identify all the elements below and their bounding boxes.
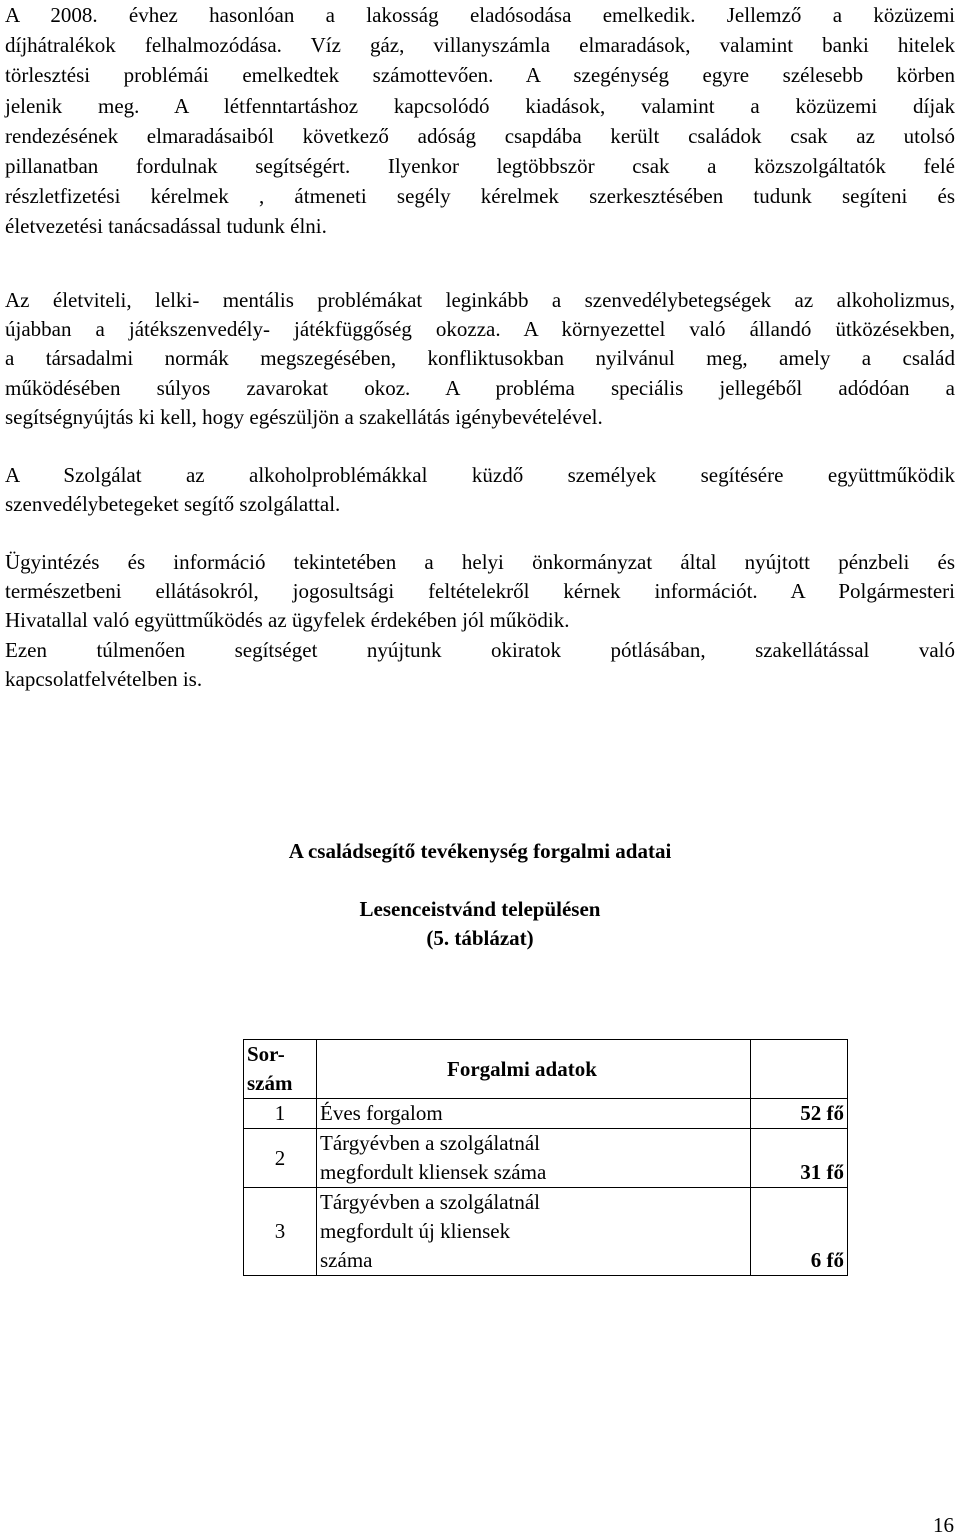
text-line: díjhátralékok felhalmozódása. Víz gáz, villanyszámla elmaradások, valamint banki hitelek — [5, 33, 955, 58]
row-label-line: Éves forgalom — [320, 1101, 443, 1125]
page-number: 16 — [933, 1513, 954, 1537]
header-cell-label — [317, 1040, 751, 1099]
text-line: jelenik meg. A létfenntartáshoz kapcsolódó kiadások, valamint a közüzemi díjak — [5, 93, 955, 118]
table-row — [244, 1129, 848, 1188]
row-label-line: Tárgyévben a szolgálatnál — [320, 1131, 541, 1155]
text-line: szenvedélybetegeket segítő szolgálattal. — [5, 492, 341, 517]
text-line: életvezetési tanácsadással tudunk élni. — [5, 214, 327, 239]
row-value: 31 fő — [751, 1129, 848, 1188]
table-reference: (5. táblázat) — [426, 926, 534, 950]
text-line: működésében súlyos zavarokat okoz. A probléma speciális jellegéből adódóan a — [5, 375, 955, 400]
text-line: rendezésének elmaradásaiból következő adóság csapdába került családok csak az utolsó — [5, 123, 955, 148]
paragraph-addiction — [5, 286, 955, 432]
row-label — [317, 1099, 751, 1129]
text-line: a társadalmi normák megszegésében, konfliktusokban nyilvánul meg, amely a család — [5, 346, 955, 371]
text-line: Ügyintézés és információ tekintetében a helyi önkormányzat által nyújtott pénzbeli és — [5, 550, 955, 574]
row-number: 1 — [244, 1099, 317, 1129]
paragraph-administration — [5, 548, 955, 694]
header-text: szám — [247, 1071, 293, 1095]
row-number: 3 — [244, 1188, 317, 1276]
row-label-line: megfordult kliensek száma — [320, 1160, 547, 1184]
text-line: Ezen túlmenően segítséget nyújtunk okiratok pótlásában, szakellátással való — [5, 637, 955, 662]
row-value: 6 fő — [751, 1188, 848, 1276]
row-label — [317, 1188, 751, 1276]
paragraph-cooperation — [5, 461, 955, 519]
text-line: törlesztési problémái emelkedtek számottevően. A szegénység egyre szélesebb körben — [5, 63, 955, 88]
text-line: A Szolgálat az alkoholproblémákkal küzdő személyek segítésére együttműködik — [5, 463, 955, 487]
row-number: 2 — [244, 1129, 317, 1188]
header-text: Forgalmi adatok — [447, 1056, 597, 1081]
traffic-data-table — [243, 1039, 848, 1276]
row-label-line: megfordult új kliensek — [320, 1219, 511, 1243]
text-line: A 2008. évhez hasonlóan a lakosság eladósodása emelkedik. Jellemző a közüzemi — [5, 3, 955, 27]
header-text: Sor- — [247, 1042, 285, 1066]
row-value: 52 fő — [751, 1099, 848, 1129]
table-row — [244, 1099, 848, 1129]
table-header-row — [244, 1040, 848, 1099]
text-line: természetbeni ellátásokról, jogosultsági feltételekről kérnek információt. A Polgármesteri — [5, 579, 955, 604]
header-cell-number — [244, 1040, 317, 1099]
table-row — [244, 1188, 848, 1276]
text-line: újabban a játékszenvedély- játékfüggőség okozza. A környezettel való állandó ütközésekben, — [5, 317, 955, 342]
text-line: Az életviteli, lelki- mentális problémákat leginkább a szenvedélybetegségek az alkoholizmus, — [5, 288, 955, 312]
text-line: segítségnyújtás ki kell, hogy egészüljön a szakellátás igénybevételével. — [5, 404, 603, 429]
text-line: pillanatban fordulnak segítségért. Ilyenkor legtöbbször csak a közszolgáltatók felé — [5, 154, 955, 179]
text-line: részletfizetési kérelmek , átmeneti segély kérelmek szerkesztésében tudunk segíteni és — [5, 184, 955, 209]
paragraph-debt — [5, 0, 955, 242]
section-title: A családsegítő tevékenység forgalmi adatai — [288, 839, 672, 863]
text-line: Hivatallal való együttműködés az ügyfelek érdekében jól működik. — [5, 608, 570, 633]
section-subtitle: Lesenceistvánd településen — [359, 897, 601, 921]
row-label-line: Tárgyévben a szolgálatnál — [320, 1190, 541, 1214]
row-label — [317, 1129, 751, 1188]
text-line: kapcsolatfelvételben is. — [5, 666, 203, 691]
header-cell-value — [751, 1040, 848, 1099]
row-label-line: száma — [320, 1248, 373, 1272]
